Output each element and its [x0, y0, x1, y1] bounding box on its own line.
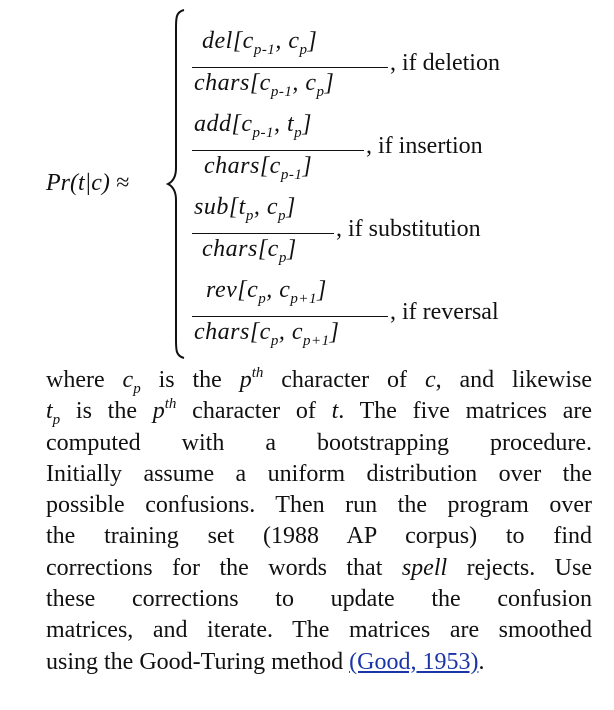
fraction-bar: [192, 150, 364, 151]
case-insertion: [192, 111, 612, 193]
text-line: where $c_p$ is the $p^{th}$ character of c, and likewise: [46, 365, 593, 397]
fraction-bar: [192, 316, 388, 317]
text-line: corrections for the words that spell rejects. Use: [46, 554, 593, 581]
text-line: matrices, and iterate. The matrices are smoothed: [46, 617, 592, 644]
text-line: possible confusions. Then run the program over: [46, 492, 592, 519]
body-paragraph: [46, 365, 592, 678]
formula-lhs: Pr(t|c) ≈: [46, 170, 130, 196]
citation-link[interactable]: (Good, 1953): [349, 648, 479, 675]
text-line: $t_p$ is the $p^{th}$ character of t. The five matrices are: [46, 396, 593, 429]
condition-text: , if insertion: [366, 133, 483, 159]
text-line: computed with a bootstrapping procedure.: [46, 429, 592, 456]
fraction-bar: [192, 233, 334, 234]
left-brace: [166, 8, 188, 360]
denominator: $chars[c_p]$: [202, 236, 297, 266]
case-reversal: [192, 277, 612, 359]
numerator: $rev[c_p$, $c_{p+1}$]: [206, 277, 327, 307]
text-line: the training set (1988 AP corpus) to find: [46, 523, 592, 550]
text-line: these corrections to update the confusion: [46, 586, 592, 613]
numerator: $add[c_{p-1}$, $t_p$]: [194, 111, 313, 141]
denominator: $chars[c_{p-1}]$: [204, 153, 313, 183]
numerator: $sub[t_p$, $c_p$]: [194, 194, 296, 224]
denominator: $chars[c_p$, $c_{p+1}$]: [194, 319, 340, 349]
text-line: using the Good-Turing method (Good, 1953).: [46, 648, 485, 675]
case-deletion: [192, 28, 612, 110]
numerator: $del[c_{p-1}$, $c_p$]: [202, 28, 318, 58]
condition-text: , if substitution: [336, 216, 481, 242]
case-substitution: [192, 194, 612, 276]
text-line: Initially assume a uniform distribution over the: [46, 460, 592, 487]
denominator: $chars[c_{p-1}$, $c_p$]: [194, 70, 335, 100]
condition-text: , if reversal: [390, 299, 499, 325]
fraction-bar: [192, 67, 388, 68]
condition-text: , if deletion: [390, 50, 500, 76]
